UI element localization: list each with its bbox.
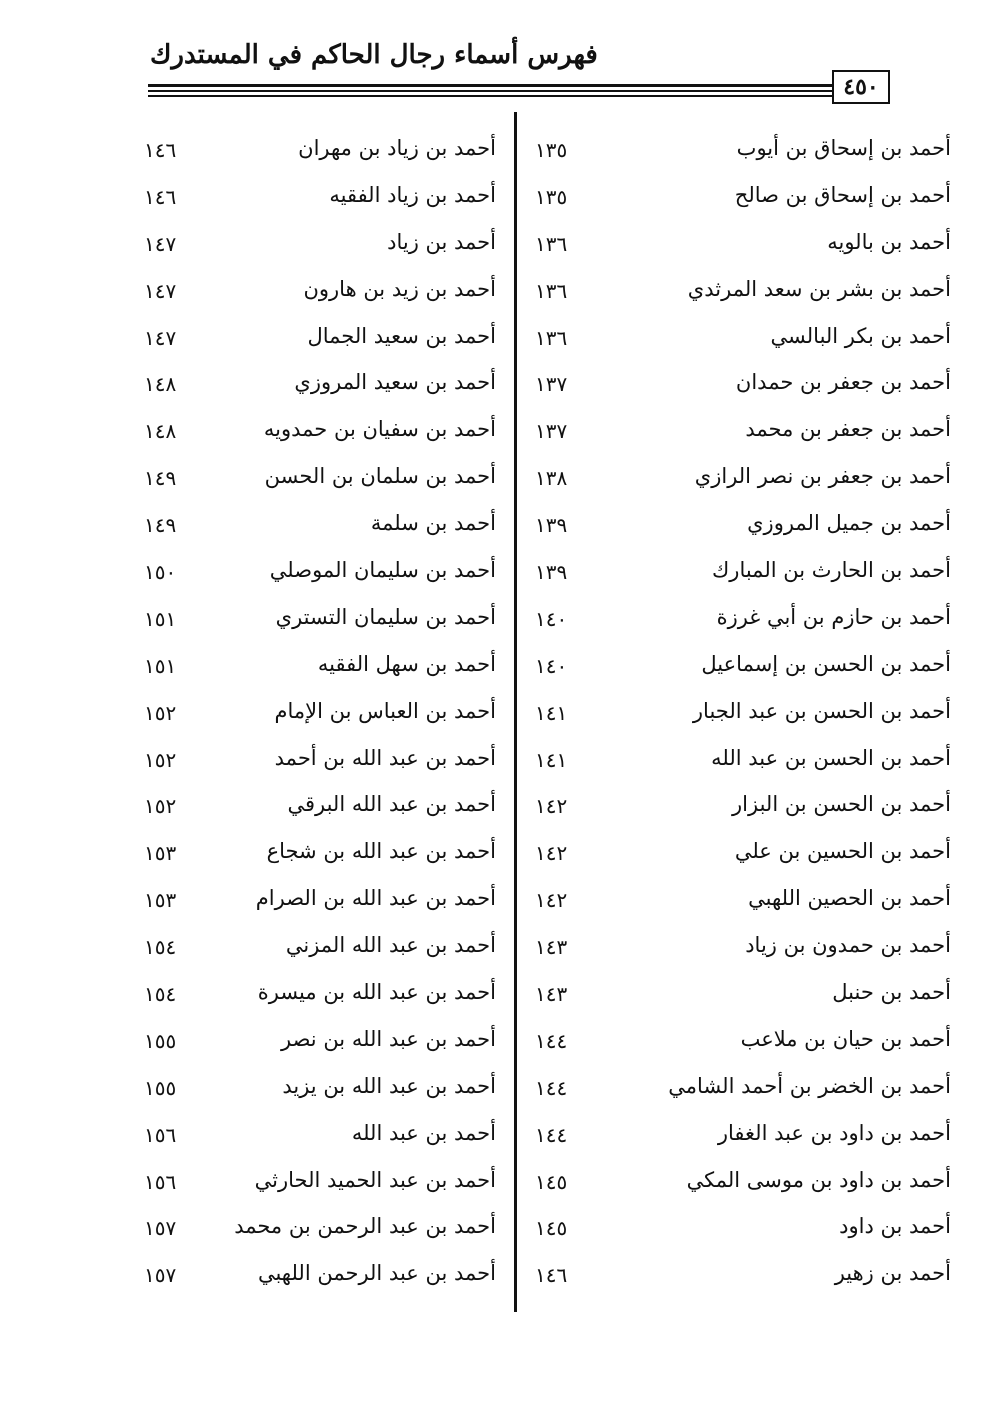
entry-name: أحمد بن عبد الله بن شجاع	[266, 839, 496, 864]
entry-name: أحمد بن عبد الله	[351, 1120, 496, 1145]
index-entry	[74, 1019, 514, 1066]
entry-page-number: ١٤٠	[535, 653, 568, 678]
entry-name: أحمد بن حازم بن أبي غرزة	[716, 604, 951, 629]
entry-name: أحمد بن إسحاق بن صالح	[734, 182, 951, 207]
index-entry	[517, 691, 957, 738]
entry-page-number: ١٤١	[535, 747, 568, 772]
index-entry	[517, 456, 957, 503]
entry-page-number: ١٥٧	[144, 1216, 177, 1241]
entry-name: أحمد بن حمدون بن زياد	[745, 933, 951, 958]
index-entry	[517, 409, 957, 456]
entry-page-number: ١٤٤	[535, 1075, 568, 1100]
entry-name: أحمد بن سعيد الجمال	[307, 323, 496, 348]
index-entry	[74, 550, 514, 597]
index-entry	[74, 1253, 514, 1300]
index-entry	[74, 222, 514, 269]
index-entry	[74, 269, 514, 316]
entry-page-number: ١٤٦	[144, 138, 177, 162]
entry-page-number: ١٥٢	[144, 747, 177, 772]
entry-page-number: ١٤٠	[535, 606, 568, 631]
entry-name: أحمد بن داود بن موسى المكي	[686, 1167, 951, 1192]
entry-name: أحمد بن حنبل	[832, 980, 951, 1005]
entry-name: أحمد بن الحسن بن عبد الله	[711, 745, 951, 770]
entry-name: أحمد بن الخضر بن أحمد الشامي	[668, 1073, 951, 1098]
index-column-right	[517, 128, 957, 1300]
entry-name: أحمد بن عبد الله بن نصر	[281, 1026, 496, 1051]
entry-page-number: ١٣٧	[535, 419, 568, 444]
entry-name: أحمد بن جعفر بن نصر الرازي	[694, 464, 951, 489]
entry-name: أحمد بن جميل المروزي	[747, 511, 951, 536]
entry-page-number: ١٤٧	[144, 325, 177, 350]
entry-name: أحمد بن سهل الفقيه	[317, 651, 496, 676]
index-entry	[74, 1066, 514, 1113]
index-entry	[74, 831, 514, 878]
entry-page-number: ١٤٩	[144, 513, 177, 538]
entry-page-number: ١٥٧	[144, 1263, 177, 1288]
index-entry	[74, 1113, 514, 1160]
entry-page-number: ١٥٤	[144, 982, 177, 1007]
header-rule-thin	[148, 90, 832, 92]
entry-name: أحمد بن زيد بن هارون	[303, 276, 496, 301]
entry-name: أحمد بن عبد الله بن أحمد	[274, 745, 496, 770]
page-header	[0, 0, 992, 110]
entry-name: أحمد بن بشر بن سعد المرثدي	[687, 276, 951, 301]
index-entry	[517, 128, 957, 175]
header-rule-thin	[148, 95, 832, 97]
entry-page-number: ١٥١	[144, 606, 177, 631]
entry-name: أحمد بن سلمة	[370, 511, 496, 536]
entry-page-number: ١٤٢	[535, 794, 568, 819]
entry-name: أحمد بن عبد الله بن ميسرة	[257, 980, 496, 1005]
index-entry	[517, 222, 957, 269]
entry-name: أحمد بن زياد بن مهران	[298, 136, 496, 160]
entry-page-number: ١٥٠	[144, 560, 177, 585]
index-entry	[74, 597, 514, 644]
entry-page-number: ١٤٧	[144, 231, 177, 256]
index-entry	[517, 1113, 957, 1160]
entry-name: أحمد بن سلمان بن الحسن	[264, 464, 496, 489]
entry-page-number: ١٥٦	[144, 1122, 177, 1147]
entry-page-number: ١٤٣	[535, 982, 568, 1007]
entry-page-number: ١٣٦	[535, 278, 568, 303]
entry-page-number: ١٤٦	[535, 1263, 568, 1288]
header-rule-thick	[148, 84, 832, 87]
entry-name: أحمد بن زياد	[387, 229, 496, 254]
entry-name: أحمد بن داود	[839, 1214, 951, 1239]
index-entry	[74, 784, 514, 831]
entry-page-number: ١٥٦	[144, 1169, 177, 1194]
entry-page-number: ١٥٢	[144, 700, 177, 725]
entry-page-number: ١٤٨	[144, 372, 177, 397]
entry-page-number: ١٤٤	[535, 1028, 568, 1053]
entry-name: أحمد بن سليمان التستري	[275, 604, 496, 629]
index-entry	[517, 644, 957, 691]
index-entry	[517, 972, 957, 1019]
entry-name: أحمد بن إسحاق بن أيوب	[736, 136, 951, 160]
page-number-box	[832, 70, 890, 104]
entry-page-number: ١٤٨	[144, 419, 177, 444]
page-title: فهرس أسماء رجال الحاكم في المستدرك	[150, 40, 598, 70]
index-entry	[517, 269, 957, 316]
index-entry	[517, 738, 957, 785]
entry-page-number: ١٥٥	[144, 1028, 177, 1053]
index-entry	[74, 503, 514, 550]
index-entry	[517, 925, 957, 972]
entry-page-number: ١٣٦	[535, 231, 568, 256]
entry-page-number: ١٤٥	[535, 1216, 568, 1241]
entry-name: أحمد بن سفيان بن حمدويه	[263, 417, 496, 442]
page-number: ٤٥٠	[843, 74, 879, 100]
index-entry	[517, 878, 957, 925]
entry-name: أحمد بن العباس بن الإمام	[274, 698, 496, 723]
entry-name: أحمد بن داود بن عبد الغفار	[717, 1120, 951, 1145]
index-entry	[517, 1253, 957, 1300]
index-entry	[74, 316, 514, 363]
entry-name: أحمد بن الحارث بن المبارك	[712, 558, 951, 583]
entry-name: أحمد بن بالويه	[827, 229, 951, 254]
index-entry	[517, 831, 957, 878]
entry-page-number: ١٤٧	[144, 278, 177, 303]
entry-name: أحمد بن عبد الحميد الحارثي	[254, 1167, 496, 1192]
entry-page-number: ١٣٥	[535, 138, 568, 162]
index-entry	[74, 925, 514, 972]
entry-name: أحمد بن سليمان الموصلي	[269, 558, 496, 583]
entry-page-number: ١٣٩	[535, 513, 568, 538]
entry-page-number: ١٥٥	[144, 1075, 177, 1100]
entry-page-number: ١٣٧	[535, 372, 568, 397]
entry-page-number: ١٥٢	[144, 794, 177, 819]
entry-name: أحمد بن عبد الله بن يزيد	[282, 1073, 496, 1098]
entry-page-number: ١٥٣	[144, 841, 177, 866]
entry-name: أحمد بن بكر البالسي	[770, 323, 951, 348]
index-entry	[74, 691, 514, 738]
index-entry	[517, 597, 957, 644]
entry-page-number: ١٤٢	[535, 841, 568, 866]
entry-page-number: ١٤١	[535, 700, 568, 725]
entry-name: أحمد بن الحسن بن عبد الجبار	[692, 698, 951, 723]
entry-name: أحمد بن عبد الله البرقي	[287, 792, 496, 817]
entry-name: أحمد بن الحصين اللهبي	[748, 886, 951, 911]
index-entry	[74, 362, 514, 409]
index-entry	[517, 1160, 957, 1207]
entry-name: أحمد بن جعفر بن حمدان	[735, 370, 951, 395]
entry-page-number: ١٤٢	[535, 888, 568, 913]
entry-page-number: ١٤٦	[144, 184, 177, 209]
entry-name: أحمد بن عبد الله بن الصرام	[255, 886, 496, 911]
entry-name: أحمد بن الحسين بن علي	[734, 839, 951, 864]
entry-name: أحمد بن عبد الرحمن اللهبي	[257, 1261, 496, 1286]
index-entry	[74, 738, 514, 785]
entry-page-number: ١٥١	[144, 653, 177, 678]
entry-page-number: ١٤٣	[535, 935, 568, 960]
index-entry	[517, 362, 957, 409]
index-entry	[74, 1206, 514, 1253]
entry-name: أحمد بن جعفر بن محمد	[745, 417, 951, 442]
index-entry	[517, 550, 957, 597]
entry-page-number: ١٤٥	[535, 1169, 568, 1194]
entry-page-number: ١٣٨	[535, 466, 568, 491]
index-entry	[74, 878, 514, 925]
index-entry	[517, 316, 957, 363]
index-entry	[74, 175, 514, 222]
index-entry	[517, 1066, 957, 1113]
index-column-left	[74, 128, 514, 1300]
entry-page-number: ١٣٦	[535, 325, 568, 350]
entry-name: أحمد بن زهير	[834, 1261, 951, 1286]
index-entry	[517, 175, 957, 222]
entry-name: أحمد بن زياد الفقيه	[329, 182, 496, 207]
entry-name: أحمد بن الحسن بن البزار	[732, 792, 951, 817]
index-entry	[74, 456, 514, 503]
index-entry	[74, 128, 514, 175]
entry-name: أحمد بن حيان بن ملاعب	[740, 1026, 951, 1051]
index-entry	[517, 784, 957, 831]
entry-name: أحمد بن سعيد المروزي	[294, 370, 496, 395]
entry-name: أحمد بن الحسن بن إسماعيل	[701, 651, 951, 676]
index-entry	[74, 972, 514, 1019]
entry-page-number: ١٤٩	[144, 466, 177, 491]
entry-page-number: ١٣٩	[535, 560, 568, 585]
index-entry	[517, 1019, 957, 1066]
index-entry	[74, 1160, 514, 1207]
entry-page-number: ١٥٣	[144, 888, 177, 913]
index-entry	[517, 1206, 957, 1253]
entry-page-number: ١٤٤	[535, 1122, 568, 1147]
index-entry	[517, 503, 957, 550]
entry-name: أحمد بن عبد الرحمن بن محمد	[234, 1214, 496, 1239]
entry-page-number: ١٣٥	[535, 184, 568, 209]
index-entry	[74, 644, 514, 691]
entry-name: أحمد بن عبد الله المزني	[285, 933, 496, 958]
index-entry	[74, 409, 514, 456]
entry-page-number: ١٥٤	[144, 935, 177, 960]
